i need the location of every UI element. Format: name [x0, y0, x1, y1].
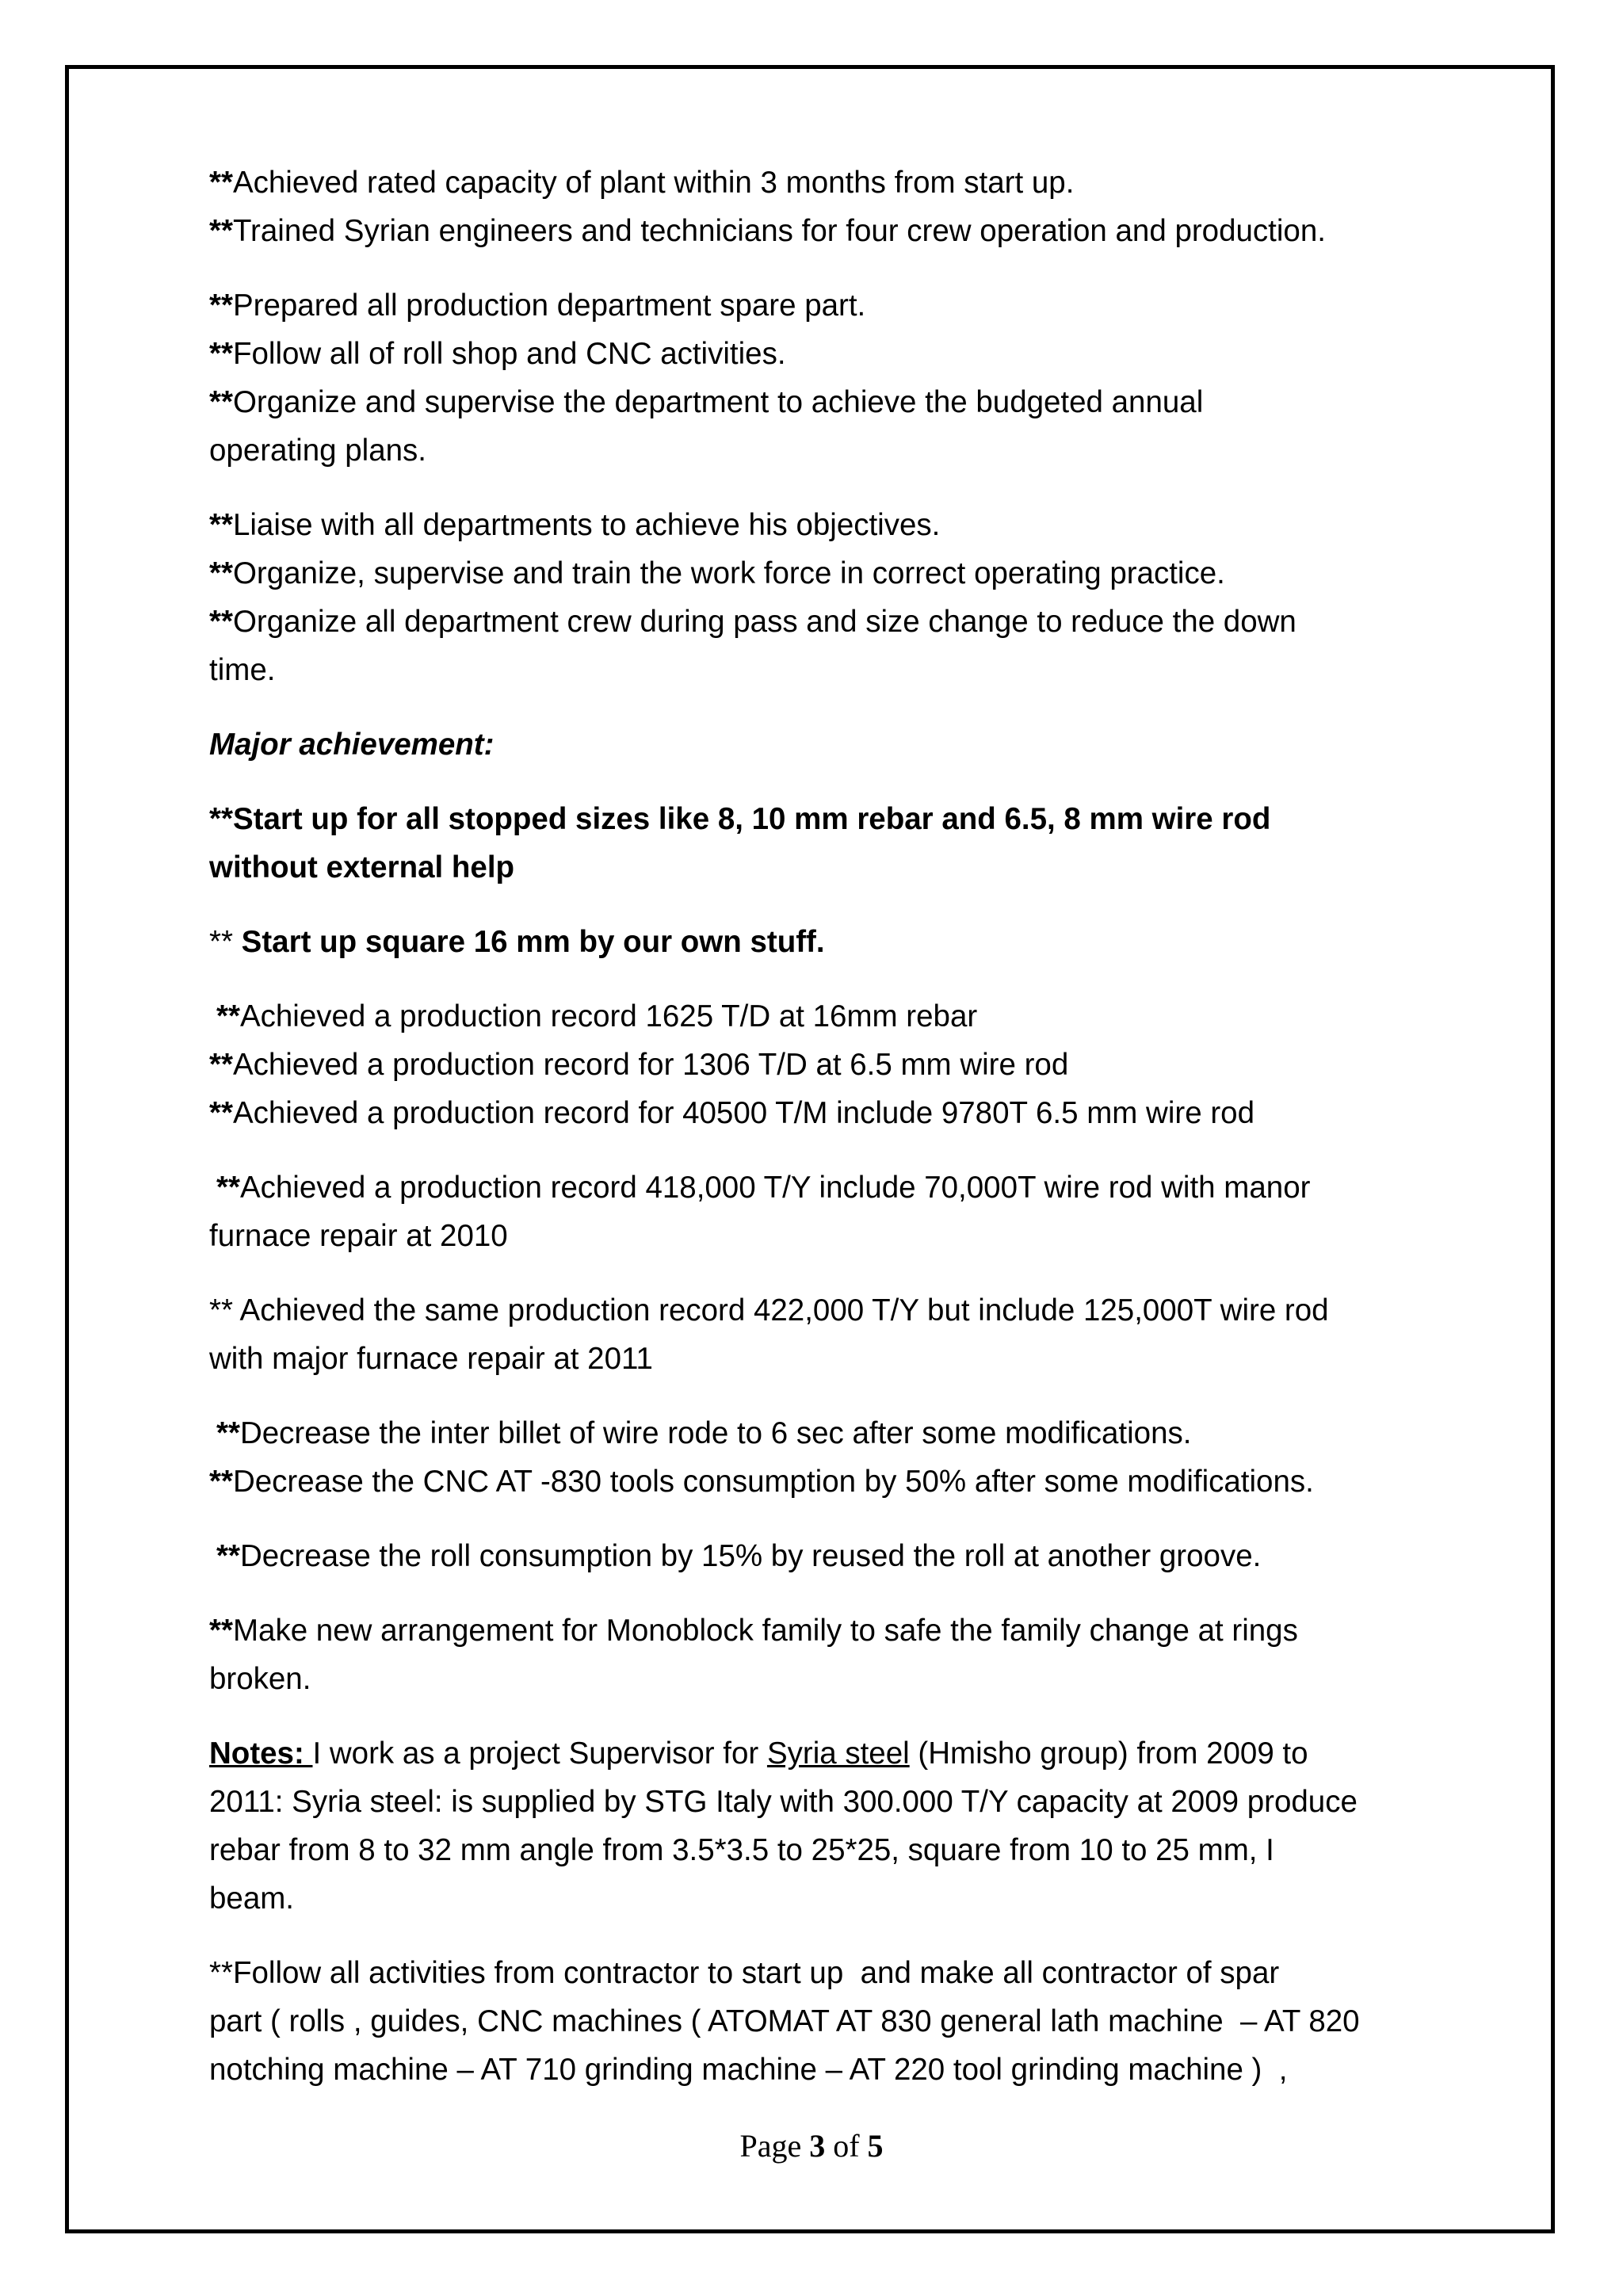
bullet-marker: ** [209, 1465, 233, 1499]
bullet-line [209, 207, 1398, 255]
bullet-text: Achieved a production record 1625 T/D at 16mm rebar [239, 999, 978, 1033]
bullet-line [209, 281, 1398, 330]
bullet-line [209, 918, 1398, 966]
page-word: Page [739, 2128, 802, 2164]
notes-text: (Hmisho group) from 2009 to [909, 1736, 1308, 1771]
bullet-text: Decrease the CNC AT -830 tools consumption by 50% after some modifications. [232, 1465, 1314, 1499]
page-number-footer [0, 2127, 1623, 2165]
bullet-text: Achieved a production record 418,000 T/Y include 70,000T wire rod with manor [239, 1171, 1311, 1205]
bullet-marker: ** [216, 999, 240, 1033]
bullet-text: Make new arrangement for Monoblock family to safe the family change at rings [232, 1614, 1298, 1648]
paragraph-capacity [209, 159, 1398, 255]
bullet-text: Organize all department crew during pass and size change to reduce the down [232, 605, 1296, 639]
current-page-number: 3 [809, 2128, 826, 2164]
bullet-marker: ** [209, 1096, 233, 1130]
bullet-marker: ** [209, 337, 233, 371]
bullet-line [209, 598, 1398, 646]
paragraph-record-2011 [209, 1286, 1398, 1383]
bullet-text: Decrease the inter billet of wire rode to 6 sec after some modifications. [239, 1416, 1192, 1450]
notes-text: 2011: Syria steel: is supplied by STG Italy with 300.000 T/Y capacity at 2009 produce [209, 1785, 1358, 1819]
bullet-marker: ** [209, 288, 233, 323]
paragraph-spare-parts [209, 281, 1398, 475]
bullet-text: Follow all of roll shop and CNC activities. [232, 337, 786, 371]
bullet-marker: ** [209, 385, 233, 419]
bullet-text: Achieved rated capacity of plant within 3 months from start up. [232, 166, 1075, 200]
bullet-line [209, 378, 1398, 426]
bullet-text: Prepared all production department spare part. [232, 288, 866, 323]
paragraph-roll-consumption [209, 1532, 1398, 1580]
document-body [209, 159, 1398, 2120]
paragraph-decrease-billet [209, 1409, 1398, 1506]
bold-line: **Start up for all stopped sizes like 8, 10 mm rebar and 6.5, 8 mm wire rod [209, 802, 1271, 836]
total-pages-number: 5 [867, 2128, 884, 2164]
bullet-text: Start up square 16 mm by our own stuff. [241, 925, 825, 959]
bullet-line [209, 501, 1398, 549]
bullet-continuation: operating plans. [209, 434, 426, 468]
bullet-line [209, 1041, 1398, 1089]
bullet-line [209, 1163, 1398, 1212]
notes-text: I work as a project Supervisor for [312, 1736, 767, 1771]
bullet-line [209, 159, 1398, 207]
bullet-line [209, 1457, 1398, 1506]
notes-line [209, 1729, 1398, 1778]
bullet-marker: ** [209, 1614, 233, 1648]
bullet-marker: ** [209, 1048, 233, 1082]
bullet-marker: ** [209, 508, 233, 542]
bullet-text: Trained Syrian engineers and technicians for four crew operation and production. [232, 214, 1326, 248]
bullet-marker: ** [216, 1416, 240, 1450]
bullet-line [209, 549, 1398, 598]
bullet-marker: ** [209, 605, 233, 639]
bullet-text: Decrease the roll consumption by 15% by reused the roll at another groove. [239, 1539, 1262, 1573]
bullet-line [209, 330, 1398, 378]
company-name-underlined: Syria steel [766, 1736, 910, 1771]
bullet-continuation: time. [209, 653, 276, 687]
bullet-line [209, 992, 1398, 1041]
bullet-line [209, 1409, 1398, 1457]
paragraph-production-records [209, 992, 1398, 1137]
bullet-continuation: furnace repair at 2010 [209, 1219, 508, 1253]
paragraph-record-2010 [209, 1163, 1398, 1260]
paragraph-follow-contractor [209, 1949, 1398, 2094]
bullet-text: Liaise with all departments to achieve his objectives. [232, 508, 941, 542]
paragraph-start-up-sizes [209, 795, 1398, 892]
bullet-marker: ** [209, 556, 233, 590]
bullet-text: Organize and supervise the department to achieve the budgeted annual [232, 385, 1204, 419]
paragraph-square-16 [209, 918, 1398, 966]
bullet-marker: ** [216, 1171, 240, 1205]
notes-text: rebar from 8 to 32 mm angle from 3.5*3.5 to 25*25, square from 10 to 25 mm, I [209, 1833, 1274, 1867]
bullet-text: **Follow all activities from contractor to start up and make all contractor of spar [209, 1956, 1280, 1990]
bullet-continuation: notching machine – AT 710 grinding machine – AT 220 tool grinding machine ) , [209, 2053, 1288, 2087]
bullet-marker: ** [209, 214, 233, 248]
paragraph-liaise [209, 501, 1398, 694]
notes-label: Notes: [209, 1736, 313, 1771]
bullet-text: Achieved a production record for 1306 T/D at 6.5 mm wire rod [232, 1048, 1069, 1082]
of-word: of [833, 2128, 860, 2164]
bullet-text: Organize, supervise and train the work force in correct operating practice. [232, 556, 1225, 590]
bullet-text: ** Achieved the same production record 422,000 T/Y but include 125,000T wire rod [209, 1293, 1329, 1328]
paragraph-notes [209, 1729, 1398, 1923]
bullet-line [209, 1089, 1398, 1137]
section-heading-major-achievement [209, 720, 1398, 769]
bullet-continuation: part ( rolls , guides, CNC machines ( ATOMAT AT 830 general lath machine – AT 820 [209, 2004, 1360, 2038]
bullet-line [209, 1532, 1398, 1580]
bullet-continuation: broken. [209, 1662, 311, 1696]
bullet-marker: ** [216, 1539, 240, 1573]
paragraph-monoblock [209, 1606, 1398, 1703]
bullet-line [209, 1606, 1398, 1655]
section-heading: Major achievement: [209, 728, 495, 762]
notes-text: beam. [209, 1881, 295, 1916]
bullet-marker: ** [209, 925, 242, 959]
bullet-text: Achieved a production record for 40500 T/M include 9780T 6.5 mm wire rod [232, 1096, 1254, 1130]
bullet-marker: ** [209, 166, 233, 200]
bullet-continuation: with major furnace repair at 2011 [209, 1342, 653, 1376]
bold-line: without external help [209, 850, 515, 884]
